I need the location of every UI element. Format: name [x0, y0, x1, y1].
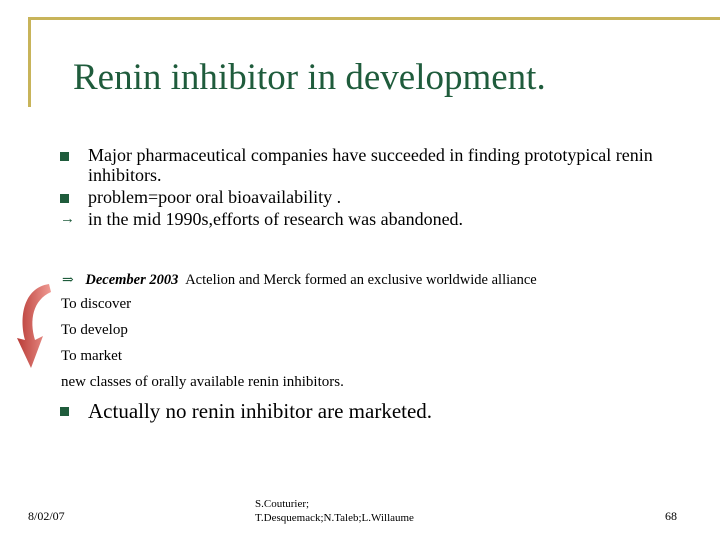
square-bullet-icon [60, 194, 69, 203]
frame-left-line [28, 17, 31, 107]
footer-authors-line1: S.Couturier; [255, 498, 310, 510]
conclusion-bullet [60, 399, 432, 424]
alliance-goal-develop: To develop [61, 322, 128, 338]
alliance-goal-market: To market [61, 348, 123, 364]
alliance-date: December 2003 [85, 272, 179, 288]
square-bullet-icon [60, 407, 69, 416]
footer-date: 8/02/07 [28, 509, 65, 523]
alliance-goal-description: new classes of orally available renin inhibitors. [61, 374, 344, 390]
bullet-item [60, 145, 700, 185]
alliance-goal-discover: To discover [61, 296, 132, 312]
right-arrow-icon: → [60, 211, 75, 227]
alliance-text: Actelion and Merck formed an exclusive worldwide alliance [185, 272, 537, 288]
frame-top-line [28, 17, 720, 20]
bullet-item [60, 209, 700, 229]
bullet-text: in the mid 1990s,efforts of research was abandoned. [88, 209, 464, 229]
bullet-list [60, 145, 700, 231]
page-number: 68 [665, 509, 677, 523]
bullet-text: problem=poor oral bioavailability . [88, 187, 342, 207]
alliance-line [62, 271, 537, 291]
footer-authors-line2: T.Desquemack;N.Taleb;L.Willaume [255, 512, 414, 524]
footer-authors [255, 497, 414, 525]
conclusion-text: Actually no renin inhibitor are marketed. [88, 399, 433, 423]
curved-arrow-icon [15, 278, 53, 373]
slide-title: Renin inhibitor in development. [73, 57, 546, 98]
double-arrow-icon: ⇒ [62, 273, 74, 288]
bullet-text: Major pharmaceutical companies have succeeded in finding prototypical renin inhibitors. [88, 145, 653, 185]
square-bullet-icon [60, 152, 69, 161]
bullet-item [60, 187, 700, 207]
